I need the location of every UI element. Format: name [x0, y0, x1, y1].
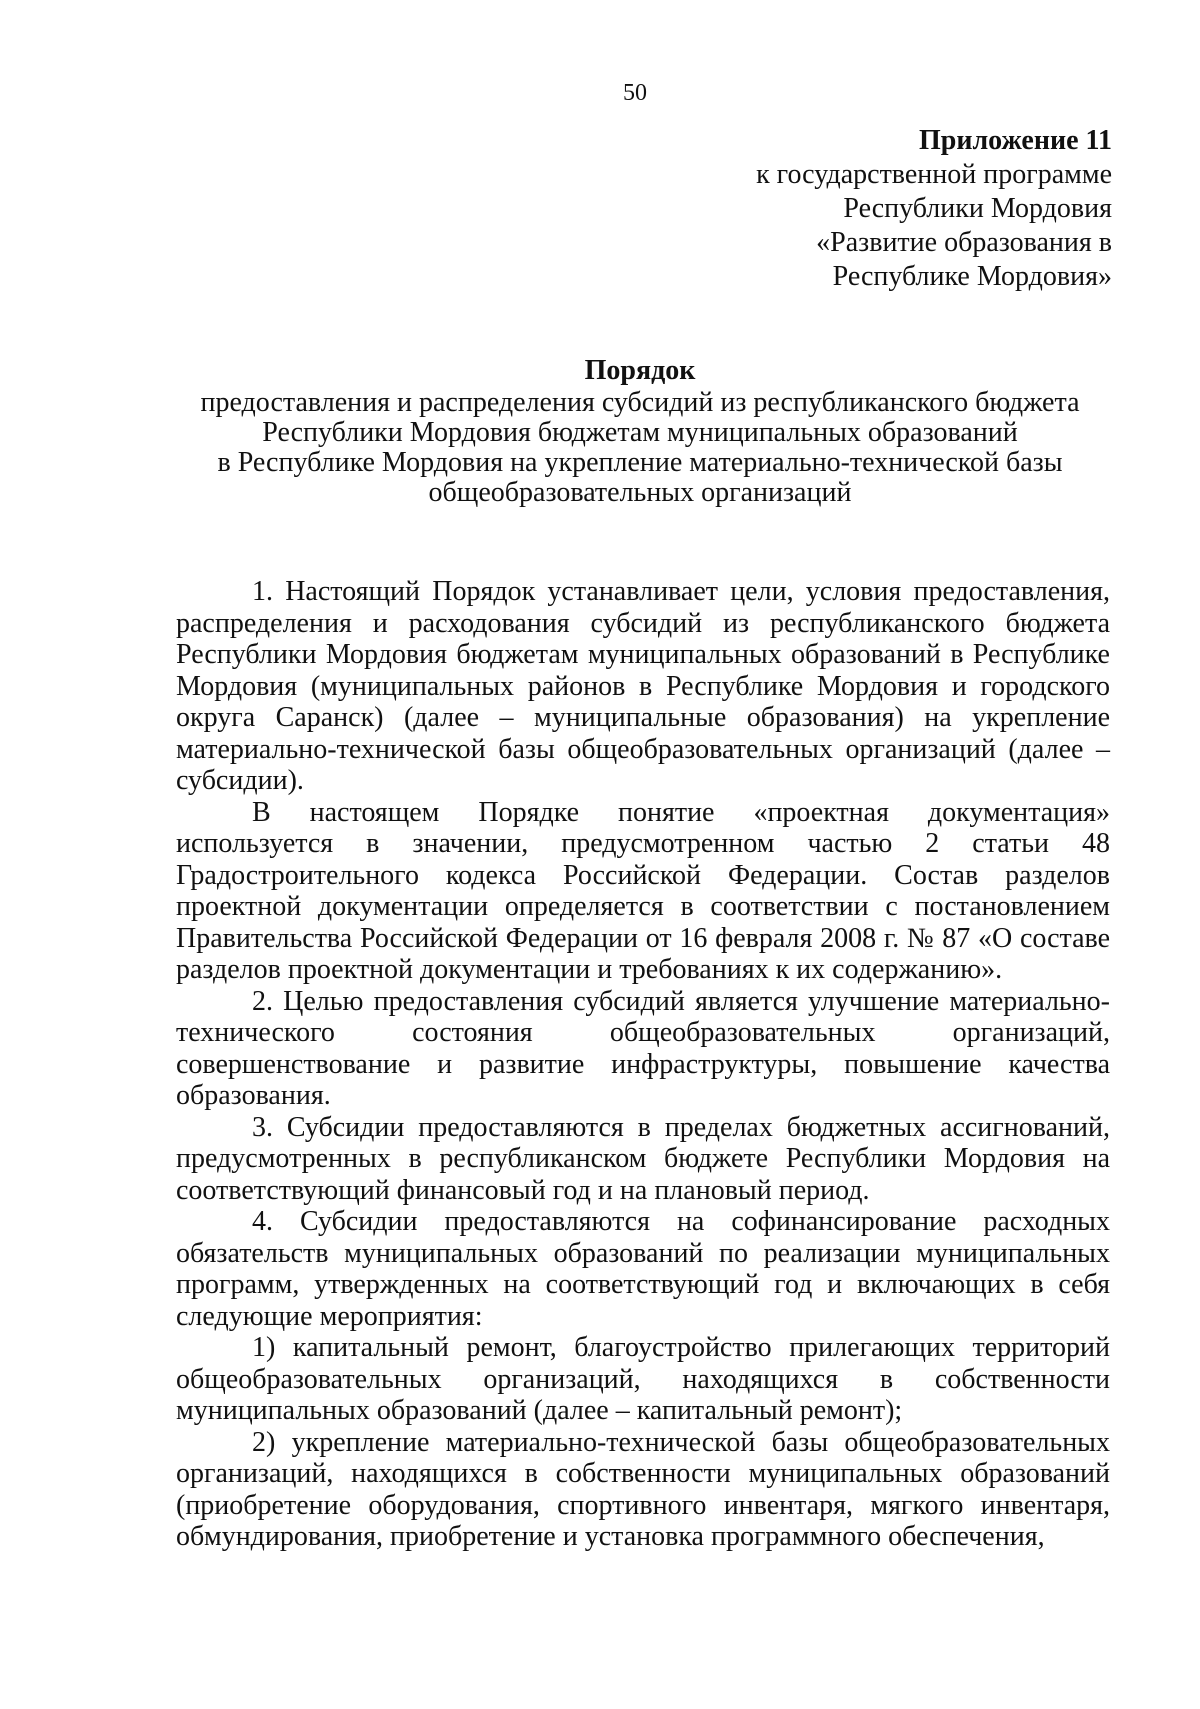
- paragraph: 2. Целью предоставления субсидий является улучшение материально-технического состояния общеобразовательных организаций, совершенствование и развитие инфраструктуры, повышение качества образования.: [176, 985, 1110, 1111]
- appendix-block: [712, 124, 1112, 294]
- heading-line: Республики Мордовия бюджетам муниципальных образований: [262, 417, 1018, 448]
- paragraph: В настоящем Порядке понятие «проектная документация» используется в значении, предусмотренном частью 2 статьи 48 Градостроительного кодекса Российской Федерации. Состав разделов проектной документации определяется в соответствии с постановлением Правительства Российской Федерации от 16 февраля 2008 г. № 87 «О составе разделов проектной документации и требованиях к их содержанию».: [176, 796, 1110, 985]
- appendix-line: к государственной программе: [756, 159, 1112, 190]
- paragraph: 2) укрепление материально-технической базы общеобразовательных организаций, находящихся в собственности муниципальных образований (приобретение оборудования, спортивного инвентаря, мягкого инвентаря, обмундирования, приобретение и установка программного обеспечения,: [176, 1426, 1110, 1552]
- page-number: 50: [623, 80, 647, 106]
- paragraph: 3. Субсидии предоставляются в пределах бюджетных ассигнований, предусмотренных в республиканском бюджете Республики Мордовия на соответствующий финансовый год и на плановый период.: [176, 1111, 1110, 1206]
- paragraph: 1. Настоящий Порядок устанавливает цели, условия предоставления, распределения и расходования субсидий из республиканского бюджета Республики Мордовия бюджетам муниципальных образований в Республике Мордовия (муниципальных районов в Республике Мордовия и городского округа Саранск) (далее – муниципальные образования) на укрепление материально-технической базы общеобразовательных организаций (далее – субсидии).: [176, 576, 1110, 796]
- appendix-line: Республики Мордовия: [843, 193, 1112, 224]
- appendix-line: «Развитие образования в: [816, 227, 1112, 258]
- paragraph: 4. Субсидии предоставляются на софинансирование расходных обязательств муниципальных образований по реализации муниципальных программ, утвержденных на соответствующий год и включающих в себя следующие мероприятия:: [176, 1206, 1110, 1332]
- heading-line: предоставления и распределения субсидий из республиканского бюджета: [200, 387, 1080, 418]
- heading-title: Порядок: [584, 355, 696, 386]
- document-heading: [170, 356, 1110, 508]
- appendix-title: Приложение 11: [918, 125, 1112, 156]
- heading-line: в Республике Мордовия на укрепление материально-технической базы: [217, 447, 1063, 478]
- document-body: [176, 576, 1110, 1553]
- appendix-line: Республике Мордовия»: [832, 261, 1112, 292]
- paragraph: 1) капитальный ремонт, благоустройство прилегающих территорий общеобразовательных организаций, находящихся в собственности муниципальных образований (далее – капитальный ремонт);: [176, 1332, 1110, 1426]
- heading-line: общеобразовательных организаций: [428, 477, 852, 508]
